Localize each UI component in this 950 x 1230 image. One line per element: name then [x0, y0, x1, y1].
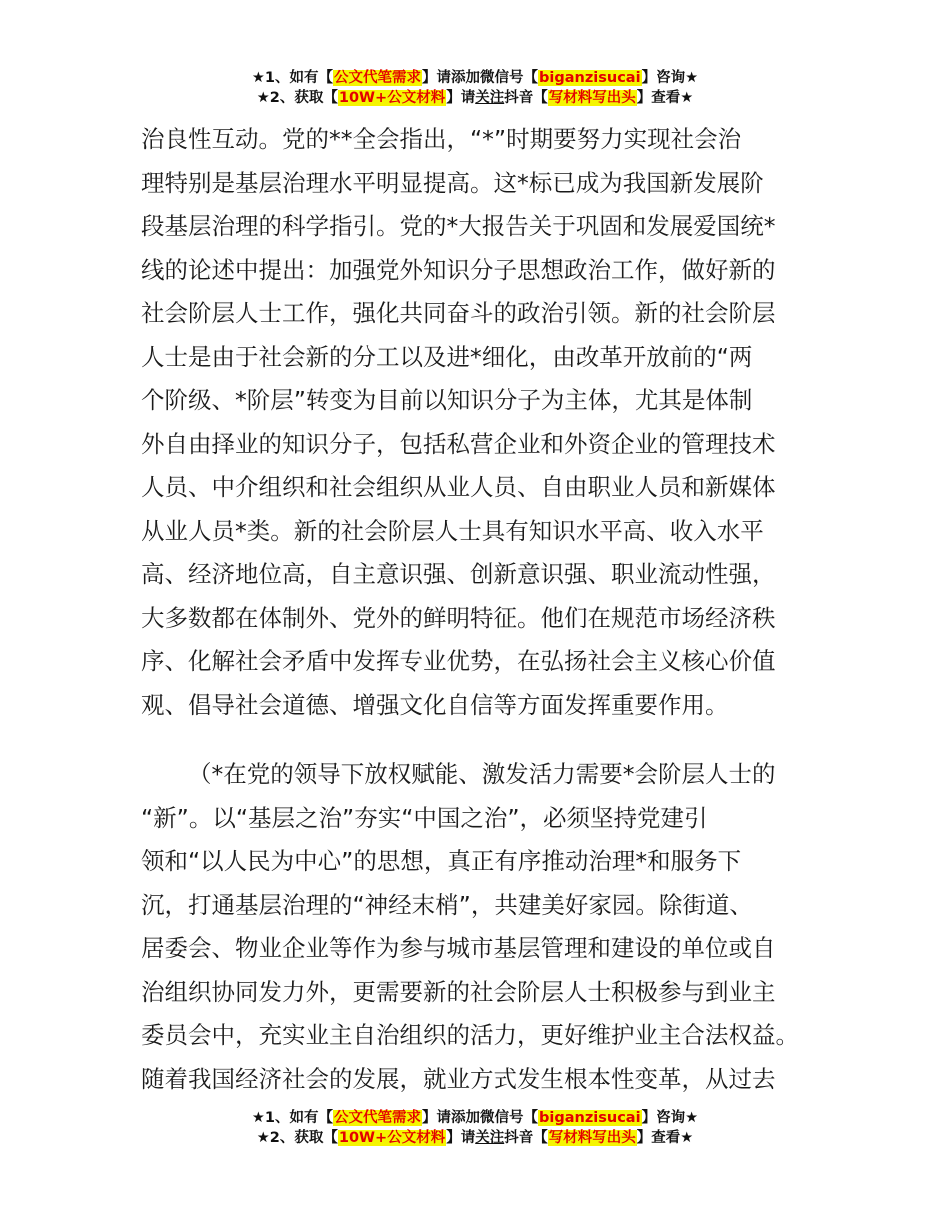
highlight-materials: 10W+公文材料 [338, 90, 446, 106]
text-line: 社会阶层人士工作，强化共同奋斗的政治引领。新的社会阶层 [141, 299, 776, 327]
text-line: 段基层治理的科学指引。党的*大报告关于巩固和发展爱国统* [141, 212, 776, 240]
banner-line-1 [0, 1108, 950, 1128]
text-line: 线的论述中提出：加强党外知识分子思想政治工作，做好新的 [141, 255, 776, 284]
text-line: 从业人员*类。新的社会阶层人士具有知识水平高、收入水平 [141, 516, 764, 545]
banner-text: 】咨询★ [641, 1110, 699, 1126]
text-line: 领和“以人民为中心”的思想，真正有序推动治理*和服务下 [141, 847, 742, 875]
text-line: 外自由择业的知识分子，包括私营企业和外资企业的管理技术 [141, 429, 776, 458]
header-banner [0, 68, 950, 108]
text-line: 高、经济地位高，自主意识强、创新意识强、职业流动性强， [141, 560, 776, 588]
highlight-wechat-id: biganzisucai [539, 1110, 641, 1126]
banner-text: ★2、获取【 [256, 1130, 338, 1146]
highlight-douyin: 写材料写出头 [548, 90, 636, 106]
banner-text: ★1、如有【 [251, 1110, 334, 1126]
banner-text: 】查看★ [636, 90, 694, 106]
footer-banner [0, 1108, 950, 1148]
document-body [141, 118, 811, 1101]
banner-line-2 [0, 88, 950, 108]
paragraph-gap [141, 727, 811, 753]
text-line: 治良性互动。党的**全会指出，“*”时期要努力实现社会治 [141, 125, 742, 153]
banner-text: 】查看★ [636, 1130, 694, 1146]
banner-line-2 [0, 1128, 950, 1148]
banner-text: 】请添加微信号【 [422, 70, 539, 86]
highlight-service: 公文代笔需求 [334, 1110, 422, 1126]
text-line: 序、化解社会矛盾中发挥专业优势，在弘扬社会主义核心价值 [141, 647, 776, 675]
text-line: 人员、中介组织和社会组织从业人员、自由职业人员和新媒体 [141, 473, 776, 501]
text-line: 理特别是基层治理水平明显提高。这*标已成为我国新发展阶 [141, 168, 764, 197]
text-line: 居委会、物业企业等作为参与城市基层管理和建设的单位或自 [141, 934, 776, 962]
text-line: 大多数都在体制外、党外的鲜明特征。他们在规范市场经济秩 [141, 603, 776, 632]
banner-text: 抖音【 [504, 90, 548, 106]
text-line: 观、倡导社会道德、增强文化自信等方面发挥重要作用。 [141, 690, 729, 719]
highlight-wechat-id: biganzisucai [539, 70, 641, 86]
banner-text: ★1、如有【 [251, 70, 334, 86]
highlight-service: 公文代笔需求 [334, 70, 422, 86]
banner-text: 抖音【 [504, 1130, 548, 1146]
banner-text: 】请 [446, 1130, 476, 1146]
text-line: 随着我国经济社会的发展，就业方式发生根本性变革，从过去 [141, 1064, 776, 1093]
banner-text: 】请添加微信号【 [422, 1110, 539, 1126]
text-line: 人士是由于社会新的分工以及进*细化，由改革开放前的“两 [141, 342, 753, 371]
text-line: 个阶级、*阶层”转变为目前以知识分子为主体，尤其是体制 [141, 386, 753, 414]
paragraph-1 [141, 118, 811, 727]
text-line: “新”。以“基层之治”夯实“中国之治”，必须坚持党建引 [141, 803, 708, 832]
paragraph-2 [141, 753, 811, 1101]
text-line: 委员会中，充实业主自治组织的活力，更好维护业主合法权益。 [141, 1021, 799, 1049]
text-line: 治组织协同发力外，更需要新的社会阶层人士积极参与到业主 [141, 977, 776, 1006]
banner-line-1 [0, 68, 950, 88]
highlight-douyin: 写材料写出头 [548, 1130, 636, 1146]
banner-text: 】请 [446, 90, 476, 106]
banner-underlined-text: 关注 [475, 90, 505, 106]
banner-text: ★2、获取【 [256, 90, 338, 106]
banner-text: 】咨询★ [641, 70, 699, 86]
banner-underlined-text: 关注 [475, 1130, 505, 1146]
text-line: 沉，打通基层治理的“神经末梢”，共建美好家园。除街道、 [141, 890, 753, 919]
highlight-materials: 10W+公文材料 [338, 1130, 446, 1146]
text-line: （*在党的领导下放权赋能、激发活力需要*会阶层人士的 [188, 760, 776, 788]
